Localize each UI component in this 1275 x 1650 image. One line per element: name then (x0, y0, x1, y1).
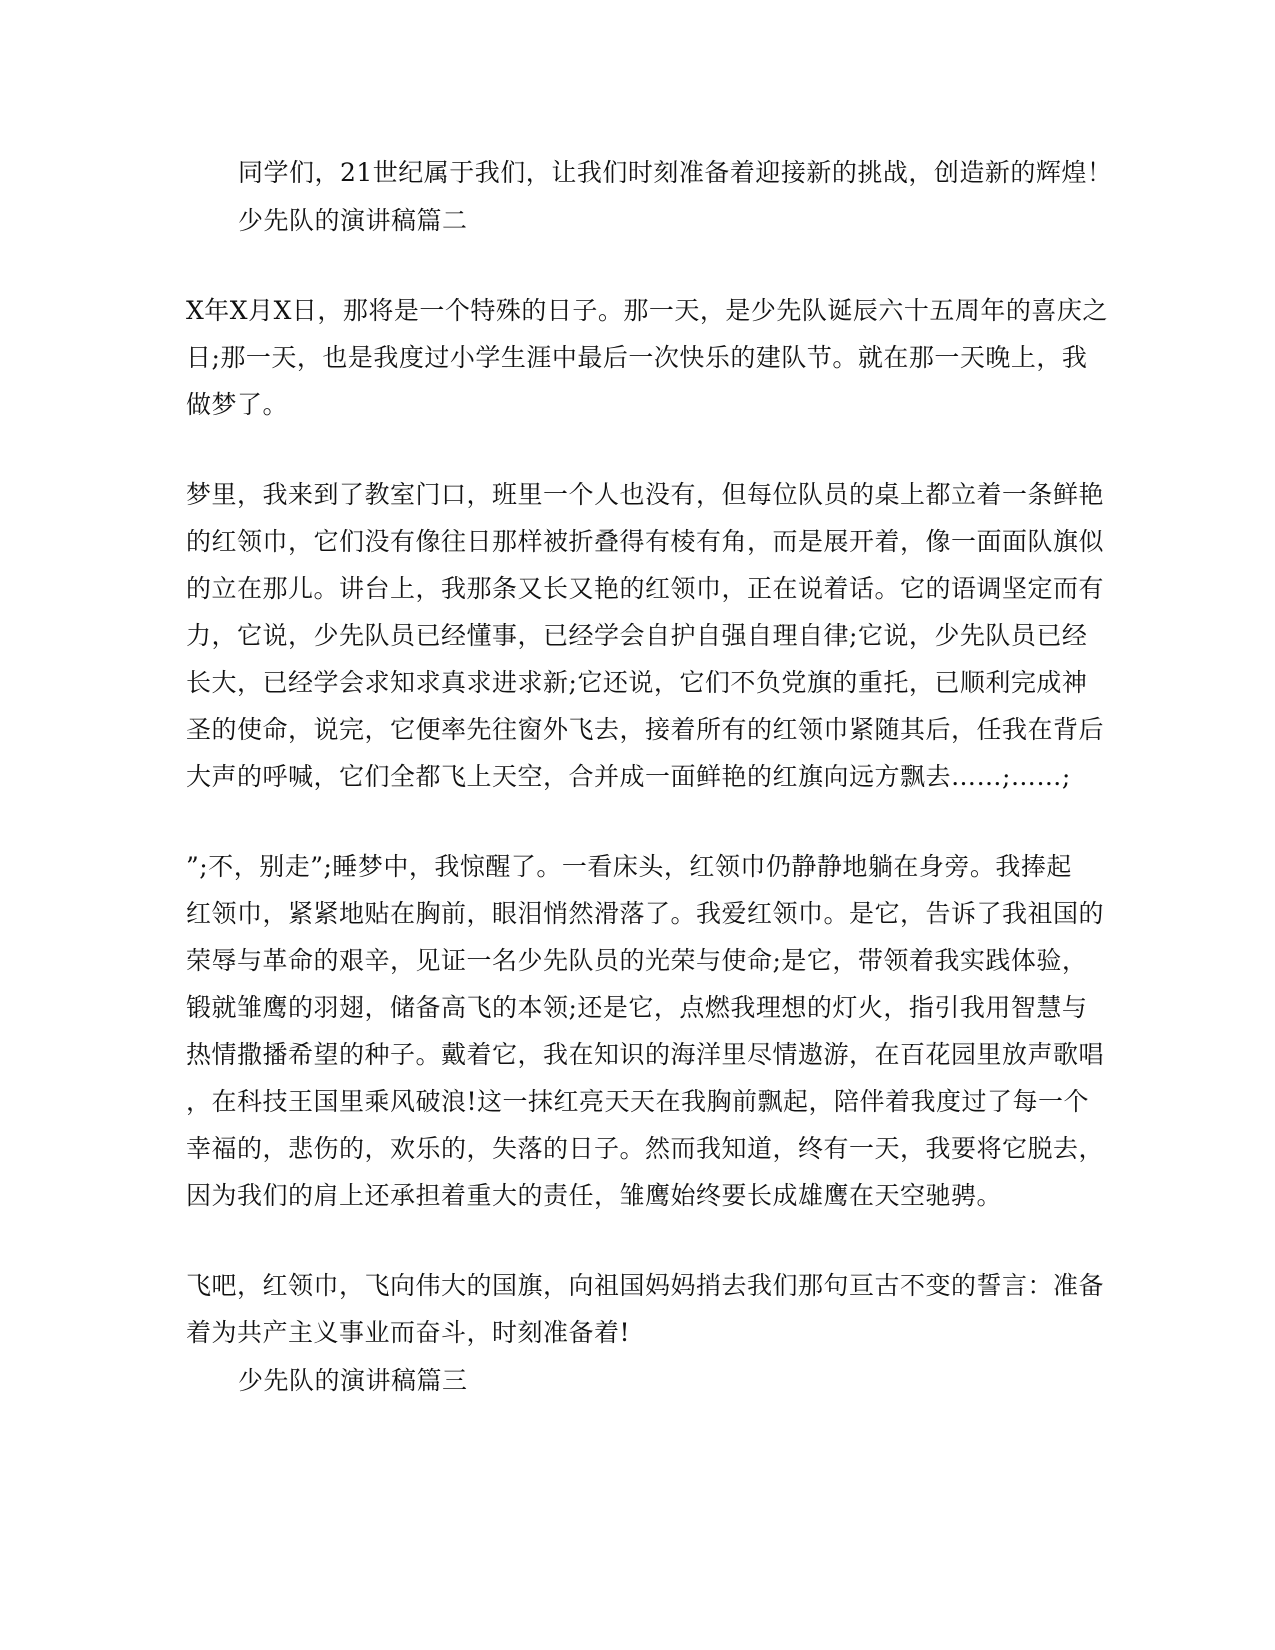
closing-line: 同学们，21世纪属于我们，让我们时刻准备着迎接新的挑战，创造新的辉煌！ (238, 158, 1113, 187)
paragraph-three-line-8: 因为我们的肩上还承担着重大的责任，雏鹰始终要长成雄鹰在天空驰骋。 (186, 1181, 1003, 1210)
paragraph-one-line-2: 日;那一天，也是我度过小学生涯中最后一次快乐的建队节。就在那一天晚上，我 (186, 343, 1088, 372)
paragraph-one-line-1: X年X月X日，那将是一个特殊的日子。那一天，是少先队诞辰六十五周年的喜庆之 (186, 296, 1108, 325)
paragraph-four-line-2: 着为共产主义事业而奋斗，时刻准备着! (186, 1318, 631, 1347)
paragraph-one-line-3: 做梦了。 (186, 390, 289, 419)
paragraph-two-line-7: 大声的呼喊，它们全都飞上天空，合并成一面鲜艳的红旗向远方飘去……;……; (186, 762, 1071, 791)
paragraph-three-line-2: 红领巾，紧紧地贴在胸前，眼泪悄然滑落了。我爱红领巾。是它，告诉了我祖国的 (186, 899, 1105, 928)
paragraph-three-line-1: ”;不，别走”;睡梦中，我惊醒了。一看床头，红领巾仍静静地躺在身旁。我捧起 (186, 852, 1072, 881)
paragraph-two-line-1: 梦里，我来到了教室门口，班里一个人也没有，但每位队员的桌上都立着一条鲜艳 (186, 480, 1105, 509)
paragraph-two-line-2: 的红领巾，它们没有像往日那样被折叠得有棱有角，而是展开着，像一面面队旗似 (186, 527, 1105, 556)
paragraph-two-line-5: 长大，已经学会求知求真求进求新;它还说，它们不负党旗的重托，已顺利完成神 (186, 668, 1088, 697)
paragraph-three-line-5: 热情撒播希望的种子。戴着它，我在知识的海洋里尽情遨游，在百花园里放声歌唱 (186, 1040, 1105, 1069)
section-heading-two: 少先队的演讲稿篇二 (238, 206, 468, 235)
paragraph-three-line-4: 锻就雏鹰的羽翅，储备高飞的本领;还是它，点燃我理想的灯火，指引我用智慧与 (186, 993, 1088, 1022)
paragraph-two-line-3: 的立在那儿。讲台上，我那条又长又艳的红领巾，正在说着话。它的语调坚定而有 (186, 574, 1105, 603)
paragraph-three-line-3: 荣辱与革命的艰辛，见证一名少先队员的光荣与使命;是它，带领着我实践体验， (186, 946, 1088, 975)
paragraph-three-line-6: ，在科技王国里乘风破浪!这一抹红亮天天在我胸前飘起，陪伴着我度过了每一个 (186, 1087, 1090, 1116)
paragraph-three-line-7: 幸福的，悲伤的，欢乐的，失落的日子。然而我知道，终有一天，我要将它脱去， (186, 1134, 1105, 1163)
paragraph-two-line-4: 力，它说，少先队员已经懂事，已经学会自护自强自理自律;它说，少先队员已经 (186, 621, 1088, 650)
paragraph-two-line-6: 圣的使命，说完，它便率先往窗外飞去，接着所有的红领巾紧随其后，任我在背后 (186, 715, 1105, 744)
paragraph-four-line-1: 飞吧，红领巾，飞向伟大的国旗，向祖国妈妈捎去我们那句亘古不变的誓言：准备 (186, 1271, 1105, 1300)
section-heading-three: 少先队的演讲稿篇三 (238, 1366, 468, 1395)
